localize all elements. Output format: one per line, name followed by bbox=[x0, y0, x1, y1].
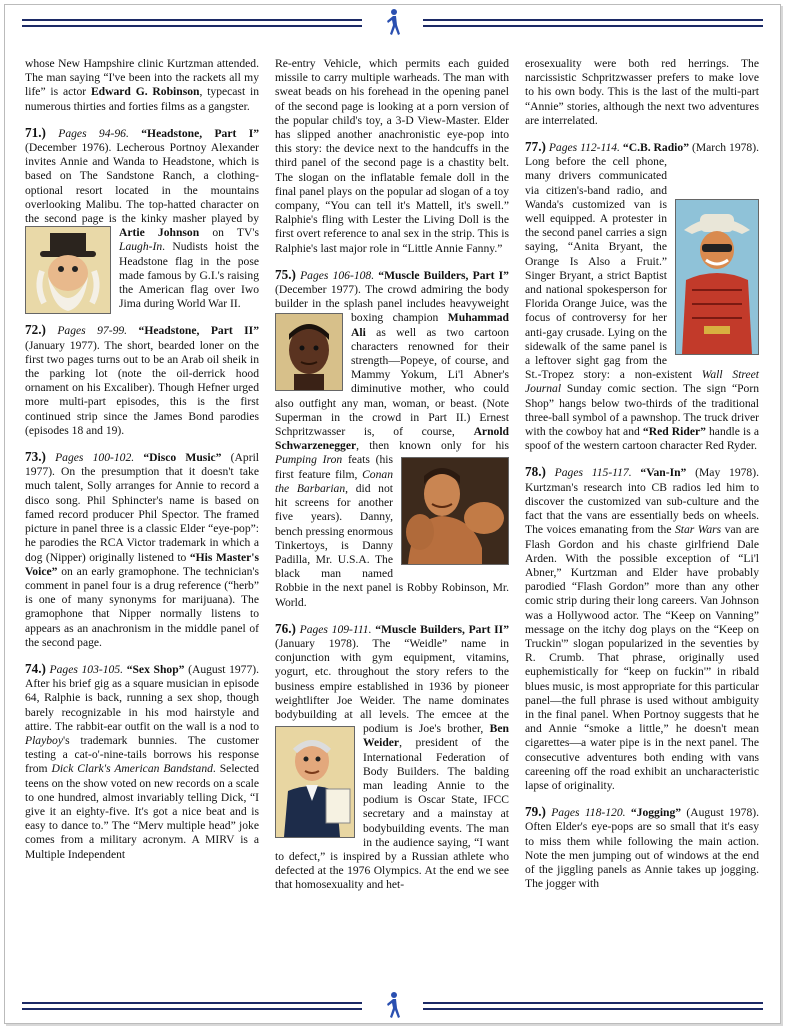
entry-76-continued: erosexuality were both red herrings. The narcissistic Schpritzwasser prefers to make love to his own body. This is the last of the multi-part “Annie” stories, although the next two adventures are interrelated. bbox=[525, 57, 759, 127]
entry-72: 72.) Pages 97-99. “Headstone, Part II” (January 1977). The short, bearded loner on the first two pages turns out to be an Arab oil sheik in the parking lot (note the oil-derrick hood ornament on his Excaliber). Though Hefner urged more multi-part episodes, this is the first continued strip since the James Bond parodies (episodes 18 and 19). bbox=[25, 322, 259, 437]
running-figure-icon bbox=[383, 991, 403, 1023]
illustration-boxer bbox=[275, 313, 343, 391]
entry-73: 73.) Pages 100-102. “Disco Music” (April 1977). On the presumption that it doesn't take much talent, Solly arranges for Annie to record a disco song. Phil Sphincter's name is based on famed record producer Phil Spector. The framed picture in panel three is a classic Elder “eye-pop”: he parodies the RCA Victor trademark in which a dog (Nipper) originally listened to “His Master's Voice” on an early gramophone. The technician's comment in panel four is a drug reference (“herb” is one of many synonyms for marijuana). The gramophone that Nipper normally listens to appears as an anachronism in the middle panel of the second page. bbox=[25, 449, 260, 649]
entry-77: 77.) Pages 112-114. “C.B. Radio” (March 1978). Long before the cell phone, many drivers communicated via citizen's-band radio, and Wanda's customized van is well equipped. A protester in the second panel carries a sign saying, “Anita Bryant, the Orange Is Also a Fruit.” Singer Bryant, a strict Baptist and national spokesperson for Florida Orange Juice, was the focus of controversy for her anti-gay crusade. Lying on the sidewalk of the same panel is a leftover sight gag from the St.-Tropez story: a non-existent Wall Street Journal Sunday comic section. The sign “Porn Shop” hangs below two-thirds of the traditional three-ball symbol of a pawnshop. The truck driver with the cowboy hat and “Red Rider” handle is a spoof of the western cartoon character Red Ryder. bbox=[525, 139, 760, 453]
entry-76: 76.) Pages 109-111. “Muscle Builders, Part II” (January 1978). The “Weidle” name in conjunction with gym equipment, vitamins, yogurt, etc. throughout the story refers to the business empire established in 1936 by pioneer weightlifter Joe Weider. The name dominates bodybuilding at all levels. The emcee at the podium is Joe's brother, Ben Weider, president of the International Federation of Body Builders. The balding man leading Annie to the podium is Oscar State, IFCC secretary and a mainstay at bodybuilding events. The man in the audience saying, “I want to defect,” is inspired by a Russian athlete who defected at the 1976 Olympics. At the end we see that homosexuality and het- bbox=[275, 620, 509, 892]
column-2 bbox=[275, 57, 509, 905]
entry-79: 79.) Pages 118-120. “Jogging” (August 1978). Often Elder's eye-pops are so small that it's easy to miss them while following the main action. Note the men jumping out of windows at the end of the jiggling panels as Annie takes up jogging. The jogger with bbox=[525, 804, 760, 891]
header-rule bbox=[22, 12, 763, 36]
entry-74-continued: Re-entry Vehicle, which permits each guided missile to carry multiple warheads. The man with sweat beads on his forehead in the opening panel of the second page is looking at a porn version of the popular child's toy, a 3-D View-Master. Elder has slipped another anachronistic eye-pop into this story: the device next to the handcuffs in the third panel of the second page is a chastity belt. The slogan on the inflatable female doll in the final panel plays on the popular ad slogan of a toy company, “You can tell it's Mattell, it's swell.” Ralphie's fling with Lester the Living Doll is the first overt reference to anal sex in the strip. This is Ralphie's last major role in “Little Annie Fanny.” bbox=[275, 57, 509, 255]
entry-74: 74.) Pages 103-105. “Sex Shop” (August 1977). After his brief gig as a square musician in episode 64, Ralphie is back, running a sex shop, though barely recognizable in his mod hairstyle and attire. The rabbit-ear outfit on the wall is a nod to Playboy's trademark bunnies. The customer testing a cat-o'-nine-tails borrows his response from Dick Clark's American Bandstand. Selected teens on the show voted on new records on a scale to one hundred, almost invariably telling Dick, “I give it an eighty-five. It's got a nice beat and is easy to dance to.” The “Merv multiple head” joke comes from a military acronym. A MIRV is a Multiple Independent bbox=[25, 660, 260, 861]
entry-71: 71.) Pages 94-96. “Headstone, Part I” (December 1976). Lecherous Portnoy Alexander invites Annie and Wanda to Headstone, which is based on The Sandstone Ranch, a clothing-optional resort located in the mountains overlooking Malibu. The top-hatted character on the second page is the kinky masher played by Artie Johnson on TV's Laugh-In. Nudists hoist the Headstone flag in the pose made famous by G.I.'s raising the American flag over Iwo Jima during World War II. bbox=[25, 126, 259, 312]
entry-70-continued: whose New Hampshire clinic Kurtzman attended. The man saying “I've been into the rackets all my life” is actor Edward G. Robinson, typecast in numerous thirties and forties films as a gangster. bbox=[25, 57, 259, 113]
footer-rule bbox=[22, 995, 763, 1019]
illustration-cowboy-trucker bbox=[675, 199, 759, 355]
entry-75: 75.) Pages 106-108. “Muscle Builders, Part I” (December 1977). The crowd admiring the body builder in the splash panel includes heavyweight boxing champion Muhammad Ali as well as two cartoon characters renowned for their strength—Popeye, of course, and Mammy Yokum, Li'l Abner's diminutive mother, who could also outfight any man, woman, or beast. (Note Superman in the crowd in Part II.) Ernest Schpritzwasser is, of course, Arnold Schwarzenegger, then known only for his Pumping Iron feats (his first feature film, Conan the Barbarian, did not hit screens for another five years). Danny, bench pressing enormous Tinkertoys, is Danny Padilla, Mr. U.S.A. The black man named Robbie in the next panel is Robby Robinson, Mr. World. bbox=[275, 266, 509, 609]
column-3 bbox=[525, 57, 759, 903]
column-1 bbox=[25, 57, 259, 874]
entry-78: 78.) Pages 115-117. “Van-In” (May 1978). Kurtzman's research into CB radios led him to discover the customized van sub-culture and the fact that the vans are essentially beds on wheels. The voices emanating from the Star Wars van are Flash Gordon and his chaste girlfriend Dale Arden. With the possible exception of “Li'l Abner,” Kurtzman and Elder have probably parodied “Flash Gordon” more than any other comic strip during their long careers. Van Johnson was a Hollywood actor. The “Keep on Vanning” message on the itchy dog plays on the “Keep on Truckin'” slogan popularized in the seventies by R. Crumb. That phrase, originally used euphemistically for “keep on fuckin'” in ribald blues music, is most appropriate for this particular panel—the full phrase is used without ambiguity in the final panel. When Portnoy suggests that he and Annie “smoke a little,” he doesn't mean cigarettes—a water pipe is in the next panel. The consecutive adventures both ending with vans careening off the road exhibit an uncharacteristic lapse of originality. bbox=[525, 464, 760, 792]
illustration-top-hat-masher bbox=[25, 226, 111, 314]
running-figure-icon bbox=[383, 8, 403, 40]
illustration-bodybuilder bbox=[401, 457, 509, 565]
illustration-emcee bbox=[275, 726, 355, 838]
